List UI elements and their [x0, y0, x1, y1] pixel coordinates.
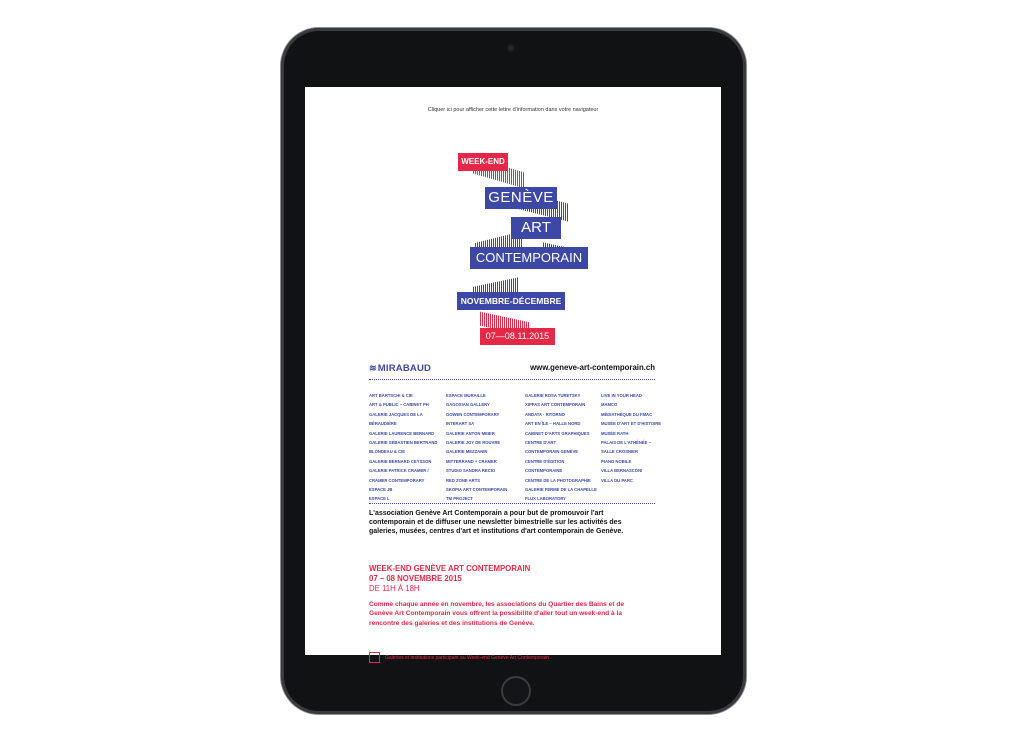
gallery-item[interactable]: CONTEMPORAINE [525, 468, 563, 474]
gallery-item[interactable]: CRAMER CONTEMPORARY [369, 477, 425, 483]
gallery-item[interactable]: MAMCO [601, 402, 618, 408]
event-time: DE 11H À 18H [369, 584, 420, 593]
poster-line-geneve: GENÈVE [485, 187, 557, 209]
gallery-item[interactable]: INTERART SA [446, 421, 475, 427]
gallery-item[interactable]: GALERIE ANTON MEIER [446, 430, 495, 436]
gallery-item[interactable]: GALERIE ROSA TURETSKY [525, 393, 581, 398]
gallery-item[interactable]: ESPACE JB [369, 487, 393, 493]
divider [369, 503, 655, 504]
gallery-item[interactable]: CABINET D'ARTS GRAPHIQUES [525, 430, 590, 436]
gallery-item[interactable]: GALERIE JACQUES DE LA [369, 411, 423, 417]
participants-checkbox-row[interactable] [369, 652, 549, 663]
mirabaud-logo[interactable]: ≋MIRABAUD [369, 363, 432, 374]
gallery-item[interactable]: CENTRE D'ART [525, 440, 557, 446]
gallery-item[interactable]: GALERIE PATRICK CRAMER / [369, 468, 429, 474]
gallery-item[interactable]: TM PROJECT [446, 496, 473, 502]
gallery-item[interactable]: BLONDEAU & CIE [369, 449, 406, 455]
gallery-item[interactable]: PALAIS DE L'ATHÉNÉE – [601, 440, 651, 446]
gallery-item[interactable]: MUSÉE D'ART ET D'HISTOIRE [601, 421, 662, 427]
email-screen [305, 87, 721, 661]
gallery-item[interactable]: GALERIE FERME DE LA CHAPELLE [525, 487, 597, 493]
gallery-item[interactable]: MÉDIATHÈQUE DU FMAC [601, 411, 653, 417]
gallery-item[interactable]: CENTRE DE LA PHOTOGRAPHIE [525, 477, 591, 483]
mirabaud-wave-icon: ≋ [369, 363, 377, 373]
gallery-item[interactable]: VILLA DU PARC [601, 477, 633, 483]
checkbox-icon[interactable] [369, 652, 380, 663]
gallery-item[interactable]: GALERIE LAURENCE BERNARD [369, 430, 435, 436]
gallery-item[interactable]: GOWEN CONTEMPORARY [446, 411, 500, 417]
tablet-device [281, 28, 746, 714]
gallery-item[interactable]: ESPACE MURAILLE [446, 393, 486, 398]
gallery-column [525, 391, 603, 504]
home-button[interactable] [501, 676, 531, 706]
event-poster [305, 87, 721, 341]
gallery-item[interactable]: BÉRAUDIÈRE [369, 421, 397, 427]
poster-line-contemporain: CONTEMPORAIN [470, 247, 588, 269]
poster-tag: WEEK-END [458, 153, 508, 171]
gallery-item[interactable]: RED ZONE ARTS [446, 477, 481, 483]
browser-view-link[interactable]: Cliquer ici pour afficher cette lettre d'information dans votre navigateur [427, 107, 599, 113]
gallery-item[interactable]: GALERIE SÉBASTIEN BERTRAND [369, 440, 438, 446]
gallery-item[interactable]: VILLA BERNASCONI [601, 468, 643, 474]
gallery-column [601, 391, 679, 485]
gallery-item[interactable]: GAGOSIAN GALLERY [446, 402, 490, 408]
gallery-item[interactable]: ART EN ÎLE – HALLE NORD [525, 421, 581, 427]
gallery-item[interactable]: GALERIE JOY DE ROUVRE [446, 440, 501, 446]
gallery-column [446, 391, 524, 504]
camera-icon [507, 44, 515, 52]
gallery-item[interactable]: GALERIE BERNARD CEYSSON [369, 458, 432, 464]
gallery-item[interactable]: XIPPAS ART CONTEMPORAIN [525, 402, 586, 408]
association-intro: L'association Genève Art Contemporain a pour but de promouvoir l'art contemporain et de diffuser une newsletter bimestrielle sur les activités des galeries, musées, centres d'art et institutions d'art contemporain de Genève. [369, 510, 624, 536]
gallery-column [369, 391, 447, 504]
gallery-item[interactable]: SKOPIA ART CONTEMPORAIN [446, 487, 508, 493]
event-description: Comme chaque année en novembre, les associations du Quartier des Bains et de Genève Art Contemporain vous offrent la possibilité d'aller tout un week-end à la rencontre des galeries et des institutions de Genève. [369, 601, 625, 627]
website-link[interactable]: www.geneve-art-contemporain.ch [530, 363, 655, 372]
poster-period: NOVEMBRE-DÉCEMBRE [457, 292, 565, 310]
gallery-item[interactable]: ART BÄRTSCHI & CIE [369, 393, 413, 398]
gallery-item[interactable]: FLUX LABORATORY [525, 496, 567, 502]
gallery-item[interactable]: STUDIO SANDRA RECIO [446, 468, 496, 474]
poster-line-art: ART [511, 217, 561, 239]
gallery-item[interactable]: CONTEMPORAIN GENÈVE [525, 449, 579, 455]
divider [369, 379, 655, 380]
gallery-item[interactable]: ANDATA · RITORNO [525, 411, 565, 417]
gallery-item[interactable]: PIANO NOBILE [601, 458, 632, 464]
gallery-item[interactable]: MUSÉE RATH [601, 430, 629, 436]
gallery-item[interactable]: ART & PUBLIC – CABINET PH [369, 402, 429, 408]
gallery-item[interactable]: CENTRE D'ÉDITION [525, 458, 565, 464]
gallery-item[interactable]: MITTERRAND + CRAMER [446, 458, 497, 464]
event-title-line: WEEK-END GENÈVE ART CONTEMPORAIN [369, 564, 531, 573]
poster-dates: 07—08.11.2015 [480, 328, 555, 345]
participants-link[interactable]: Galeries et institutions participant au Week-end Genève Art Contemporain [385, 654, 549, 661]
event-title [369, 564, 530, 583]
gallery-item[interactable]: GALERIE MEZZANIN [446, 449, 488, 455]
event-title-dates: 07 – 08 NOVEMBRE 2015 [369, 573, 462, 583]
gallery-item[interactable]: LIVE IN YOUR HEAD [601, 393, 642, 398]
gallery-item[interactable]: SALLE CROSNIER [601, 449, 638, 455]
gallery-item[interactable]: ESPACE L [369, 496, 390, 502]
